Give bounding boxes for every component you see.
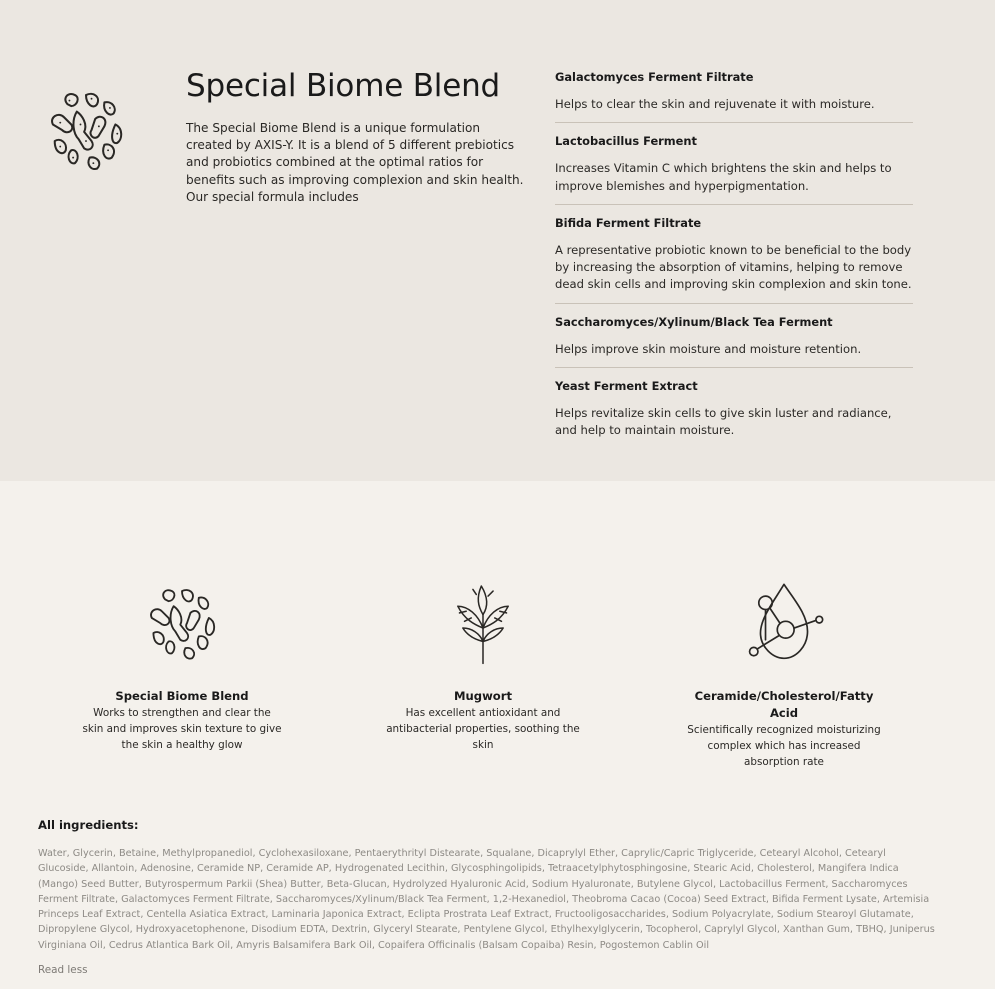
ingredient-description: Increases Vitamin C which brightens the skin and helps to improve blemishes and hyperpigmentation.	[555, 161, 892, 193]
ingredient-description: Helps to clear the skin and rejuvenate it with moisture.	[555, 97, 875, 111]
droplet-molecule-icon	[742, 580, 826, 666]
list-item	[555, 216, 913, 304]
ingredient-name: Yeast Ferment Extract	[555, 379, 698, 394]
all-ingredients-title: All ingredients:	[38, 818, 139, 832]
feature-description: Scientifically recognized moisturizing complex which has increased absorption rate	[687, 724, 881, 768]
list-item	[555, 315, 913, 368]
blend-title: Special Biome Blend	[186, 68, 500, 104]
biome-blend-section	[0, 0, 995, 481]
feature-biome-blend	[82, 580, 282, 753]
list-item	[555, 134, 913, 205]
mugwort-leaf-icon	[441, 580, 525, 666]
ingredient-name: Saccharomyces/Xylinum/Black Tea Ferment	[555, 314, 833, 329]
biome-blend-icon	[140, 580, 224, 666]
ingredient-description: A representative probiotic known to be beneficial to the body by increasing the absorption of vitamins, helping to remove dead skin cells and improving skin complexion and skin tone.	[555, 242, 912, 292]
blend-description: The Special Biome Blend is a unique formulation created by AXIS-Y. It is a blend of 5 different prebiotics and probiotics combined at the optimal ratios for benefits such as improving complexion and skin health. Our special formula includes	[186, 121, 524, 204]
ingredient-name: Bifida Ferment Filtrate	[555, 215, 702, 230]
feature-description: Has excellent antioxidant and antibacterial properties, soothing the skin	[386, 707, 580, 751]
list-item	[555, 70, 913, 123]
biome-blend-icon	[40, 84, 132, 176]
feature-description: Works to strengthen and clear the skin and improves skin texture to give the skin a healthy glow	[82, 707, 282, 751]
ingredient-name: Galactomyces Ferment Filtrate	[555, 70, 754, 84]
all-ingredients-text: Water, Glycerin, Betaine, Methylpropanediol, Cyclohexasiloxane, Pentaerythrityl Distearate, Squalane, Dicaprylyl Ether, Caprylic/Capric Triglyceride, Cetearyl Alcohol, Cetearyl Glucoside, Allantoin, Adenosine, Ceramide NP, Ceramide AP, Hydrogenated Lecithin, Glycosphingolipids, Tetraacetylphytosphingosine, Stearic Acid, Cholesterol, Mangifera Indica (Mango) Seed Butter, Butyrospermum Parkii (Shea) Butter, Beta-Glucan, Hydrolyzed Hyaluronic Acid, Sodium Hyaluronate, Butylene Glycol, Lactobacillus Ferment, Saccharomyces Ferment Filtrate, Galactomyces Ferment Filtrate, Saccharomyces/Xylinum/Black Tea Ferment, 1,2-Hexanediol, Theobroma Cacao (Cocoa) Seed Extract, Bifida Ferment Lysate, Artemisia Princeps Leaf Extract, Centella Asiatica Extract, Laminaria Japonica Extract, Eclipta Prostrata Leaf Extract, Fructooligosaccharides, Sodium Polyacrylate, Sodium Stearoyl Glutamate, Dipropylene Glycol, Hydroxyacetophenone, Disodium EDTA, Dextrin, Glyceryl Stearate, Pentylene Glycol, Ethylhexylglycerin, Tocopherol, Caprylyl Glycol, Xanthan Gum, TBHQ, Juniperus Virginiana Oil, Cedrus Atlantica Bark Oil, Amyris Balsamifera Bark Oil, Copaifera Officinalis (Balsam Copaiba) Resin, Pogostemon Cablin Oil	[38, 848, 935, 951]
feature-title: Special Biome Blend	[115, 689, 249, 703]
feature-title: Ceramide/Cholesterol/Fatty Acid	[694, 689, 874, 720]
ingredient-name: Lactobacillus Ferment	[555, 134, 697, 149]
blend-ingredient-list	[555, 70, 913, 460]
feature-mugwort	[384, 580, 582, 753]
list-item	[555, 379, 913, 449]
feature-ceramide	[684, 580, 884, 770]
ingredient-description: Helps improve skin moisture and moisture retention.	[555, 341, 862, 356]
read-less-link[interactable]: Read less	[38, 964, 88, 976]
feature-title: Mugwort	[453, 689, 513, 703]
ingredient-description: Helps revitalize skin cells to give skin luster and radiance, and help to maintain moisture.	[555, 406, 892, 438]
